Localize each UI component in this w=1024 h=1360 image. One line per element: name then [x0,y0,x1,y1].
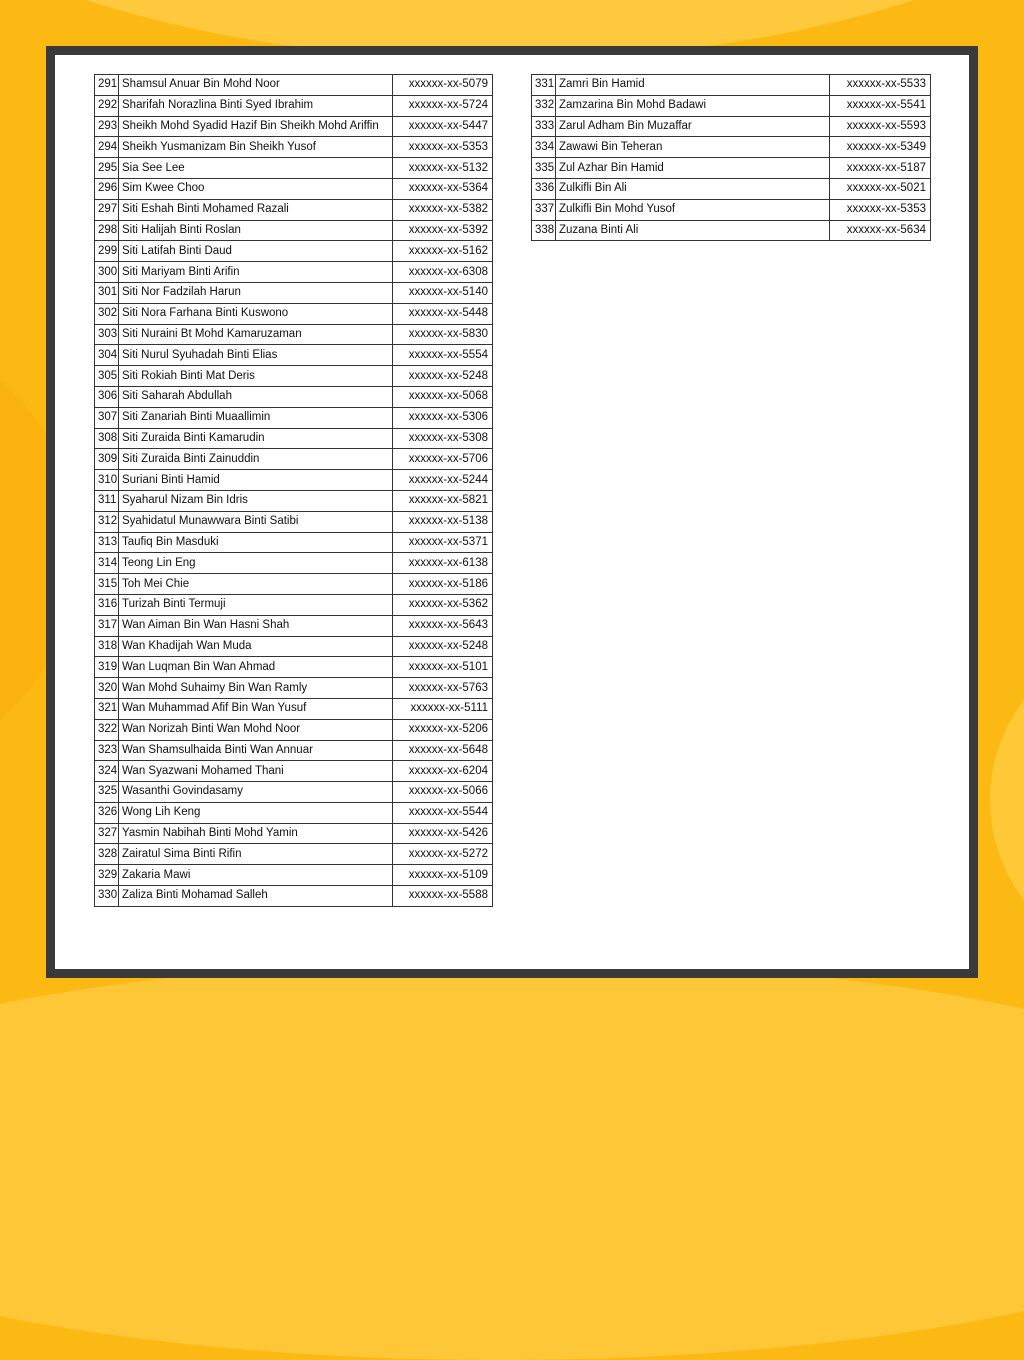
table-row [95,719,493,740]
id-number: xxxxxx-xx-5109 [393,865,493,886]
table-row [95,594,493,615]
person-name: Siti Saharah Abdullah [119,386,393,407]
person-name: Syaharul Nizam Bin Idris [119,490,393,511]
row-number: 306 [95,386,119,407]
row-number: 324 [95,761,119,782]
table-row [532,199,931,220]
row-number: 332 [532,95,556,116]
row-number: 333 [532,116,556,137]
person-name: Zarul Adham Bin Muzaffar [556,116,830,137]
row-number: 310 [95,470,119,491]
row-number: 313 [95,532,119,553]
table-row [95,220,493,241]
id-number: xxxxxx-xx-5306 [393,407,493,428]
person-name: Siti Zuraida Binti Kamarudin [119,428,393,449]
row-number: 335 [532,158,556,179]
id-number: xxxxxx-xx-5248 [393,636,493,657]
id-number: xxxxxx-xx-6138 [393,553,493,574]
table-row [95,636,493,657]
row-number: 331 [532,75,556,96]
row-number: 291 [95,75,119,96]
table-row [95,470,493,491]
table-row [95,615,493,636]
person-name: Wasanthi Govindasamy [119,782,393,803]
row-number: 321 [95,698,119,719]
person-name: Zulkifli Bin Mohd Yusof [556,199,830,220]
row-number: 315 [95,574,119,595]
row-number: 294 [95,137,119,158]
person-name: Wan Luqman Bin Wan Ahmad [119,657,393,678]
person-name: Sheikh Yusmanizam Bin Sheikh Yusof [119,137,393,158]
id-number: xxxxxx-xx-6308 [393,262,493,283]
person-name: Siti Nor Fadzilah Harun [119,282,393,303]
id-number: xxxxxx-xx-5448 [393,303,493,324]
table-row [95,366,493,387]
row-number: 308 [95,428,119,449]
table-row [95,490,493,511]
person-name: Zawawi Bin Teheran [556,137,830,158]
table-row [532,75,931,96]
name-list-table-left [94,74,493,907]
table-row [532,116,931,137]
row-number: 320 [95,678,119,699]
row-number: 301 [95,282,119,303]
row-number: 323 [95,740,119,761]
id-number: xxxxxx-xx-5724 [393,95,493,116]
person-name: Wan Mohd Suhaimy Bin Wan Ramly [119,678,393,699]
person-name: Siti Nuraini Bt Mohd Kamaruzaman [119,324,393,345]
row-number: 305 [95,366,119,387]
row-number: 299 [95,241,119,262]
id-number: xxxxxx-xx-5821 [393,490,493,511]
row-number: 317 [95,615,119,636]
person-name: Zulkifli Bin Ali [556,178,830,199]
person-name: Siti Halijah Binti Roslan [119,220,393,241]
table-row [532,137,931,158]
id-number: xxxxxx-xx-5648 [393,740,493,761]
table-row [95,116,493,137]
document-frame [46,46,978,978]
id-number: xxxxxx-xx-5349 [830,137,931,158]
table-row [95,761,493,782]
table-row [95,303,493,324]
name-list-table-right [531,74,931,241]
row-number: 309 [95,449,119,470]
person-name: Siti Zanariah Binti Muaallimin [119,407,393,428]
person-name: Siti Latifah Binti Daud [119,241,393,262]
id-number: xxxxxx-xx-5111 [393,698,493,719]
id-number: xxxxxx-xx-5353 [393,137,493,158]
person-name: Taufiq Bin Masduki [119,532,393,553]
id-number: xxxxxx-xx-5541 [830,95,931,116]
row-number: 303 [95,324,119,345]
table-row [95,324,493,345]
table-row [95,241,493,262]
person-name: Siti Zuraida Binti Zainuddin [119,449,393,470]
row-number: 328 [95,844,119,865]
row-number: 316 [95,594,119,615]
id-number: xxxxxx-xx-5308 [393,428,493,449]
person-name: Sia See Lee [119,158,393,179]
table-row [95,553,493,574]
table-row [95,532,493,553]
row-number: 326 [95,802,119,823]
row-number: 314 [95,553,119,574]
table-row [95,657,493,678]
id-number: xxxxxx-xx-6204 [393,761,493,782]
id-number: xxxxxx-xx-5140 [393,282,493,303]
table-row [532,158,931,179]
row-number: 302 [95,303,119,324]
table-row [95,178,493,199]
table-row [532,220,931,241]
id-number: xxxxxx-xx-5593 [830,116,931,137]
row-number: 300 [95,262,119,283]
row-number: 296 [95,178,119,199]
person-name: Yasmin Nabihah Binti Mohd Yamin [119,823,393,844]
person-name: Sharifah Norazlina Binti Syed Ibrahim [119,95,393,116]
table-row [95,449,493,470]
id-number: xxxxxx-xx-5187 [830,158,931,179]
table-row [95,574,493,595]
id-number: xxxxxx-xx-5206 [393,719,493,740]
id-number: xxxxxx-xx-5830 [393,324,493,345]
id-number: xxxxxx-xx-5643 [393,615,493,636]
id-number: xxxxxx-xx-5248 [393,366,493,387]
row-number: 295 [95,158,119,179]
table-row [95,95,493,116]
row-number: 338 [532,220,556,241]
person-name: Siti Nora Farhana Binti Kuswono [119,303,393,324]
row-number: 319 [95,657,119,678]
table-row [95,282,493,303]
id-number: xxxxxx-xx-5138 [393,511,493,532]
person-name: Zamri Bin Hamid [556,75,830,96]
id-number: xxxxxx-xx-5554 [393,345,493,366]
person-name: Wan Norizah Binti Wan Mohd Noor [119,719,393,740]
person-name: Zairatul Sima Binti Rifin [119,844,393,865]
row-number: 318 [95,636,119,657]
row-number: 337 [532,199,556,220]
row-number: 322 [95,719,119,740]
person-name: Syahidatul Munawwara Binti Satibi [119,511,393,532]
row-number: 311 [95,490,119,511]
table-row [95,782,493,803]
table-row [95,802,493,823]
table-row [95,678,493,699]
table-row [95,75,493,96]
id-number: xxxxxx-xx-5634 [830,220,931,241]
id-number: xxxxxx-xx-5066 [393,782,493,803]
row-number: 298 [95,220,119,241]
table-row [532,178,931,199]
table-row [95,137,493,158]
id-number: xxxxxx-xx-5021 [830,178,931,199]
row-number: 336 [532,178,556,199]
table-row [95,823,493,844]
id-number: xxxxxx-xx-5132 [393,158,493,179]
id-number: xxxxxx-xx-5371 [393,532,493,553]
id-number: xxxxxx-xx-5186 [393,574,493,595]
person-name: Sim Kwee Choo [119,178,393,199]
id-number: xxxxxx-xx-5353 [830,199,931,220]
table-row [95,345,493,366]
person-name: Wan Syazwani Mohamed Thani [119,761,393,782]
id-number: xxxxxx-xx-5544 [393,802,493,823]
row-number: 329 [95,865,119,886]
row-number: 334 [532,137,556,158]
row-number: 327 [95,823,119,844]
person-name: Sheikh Mohd Syadid Hazif Bin Sheikh Mohd Ariffin [119,116,393,137]
table-row [95,262,493,283]
background-swoosh-right [990,620,1024,980]
person-name: Wan Khadijah Wan Muda [119,636,393,657]
id-number: xxxxxx-xx-5533 [830,75,931,96]
row-number: 307 [95,407,119,428]
id-number: xxxxxx-xx-5068 [393,386,493,407]
id-number: xxxxxx-xx-5079 [393,75,493,96]
row-number: 330 [95,886,119,907]
person-name: Siti Nurul Syuhadah Binti Elias [119,345,393,366]
id-number: xxxxxx-xx-5364 [393,178,493,199]
person-name: Siti Eshah Binti Mohamed Razali [119,199,393,220]
id-number: xxxxxx-xx-5101 [393,657,493,678]
person-name: Wan Shamsulhaida Binti Wan Annuar [119,740,393,761]
id-number: xxxxxx-xx-5244 [393,470,493,491]
id-number: xxxxxx-xx-5382 [393,199,493,220]
person-name: Wan Aiman Bin Wan Hasni Shah [119,615,393,636]
person-name: Turizah Binti Termuji [119,594,393,615]
person-name: Zaliza Binti Mohamad Salleh [119,886,393,907]
table-row [95,698,493,719]
person-name: Zuzana Binti Ali [556,220,830,241]
person-name: Siti Mariyam Binti Arifin [119,262,393,283]
person-name: Siti Rokiah Binti Mat Deris [119,366,393,387]
id-number: xxxxxx-xx-5706 [393,449,493,470]
row-number: 312 [95,511,119,532]
person-name: Shamsul Anuar Bin Mohd Noor [119,75,393,96]
table-row [95,844,493,865]
id-number: xxxxxx-xx-5588 [393,886,493,907]
table-row [95,158,493,179]
person-name: Zamzarina Bin Mohd Badawi [556,95,830,116]
row-number: 325 [95,782,119,803]
person-name: Teong Lin Eng [119,553,393,574]
id-number: xxxxxx-xx-5426 [393,823,493,844]
id-number: xxxxxx-xx-5392 [393,220,493,241]
table-row [95,865,493,886]
person-name: Suriani Binti Hamid [119,470,393,491]
row-number: 297 [95,199,119,220]
id-number: xxxxxx-xx-5447 [393,116,493,137]
table-row [95,886,493,907]
id-number: xxxxxx-xx-5362 [393,594,493,615]
person-name: Zakaria Mawi [119,865,393,886]
person-name: Toh Mei Chie [119,574,393,595]
row-number: 304 [95,345,119,366]
background-swoosh-bottom [0,960,1024,1360]
id-number: xxxxxx-xx-5272 [393,844,493,865]
table-row [95,740,493,761]
id-number: xxxxxx-xx-5763 [393,678,493,699]
table-row [95,386,493,407]
table-row [532,95,931,116]
person-name: Wan Muhammad Afif Bin Wan Yusuf [119,698,393,719]
person-name: Wong Lih Keng [119,802,393,823]
table-row [95,511,493,532]
table-row [95,199,493,220]
row-number: 293 [95,116,119,137]
table-row [95,428,493,449]
row-number: 292 [95,95,119,116]
id-number: xxxxxx-xx-5162 [393,241,493,262]
table-row [95,407,493,428]
person-name: Zul Azhar Bin Hamid [556,158,830,179]
